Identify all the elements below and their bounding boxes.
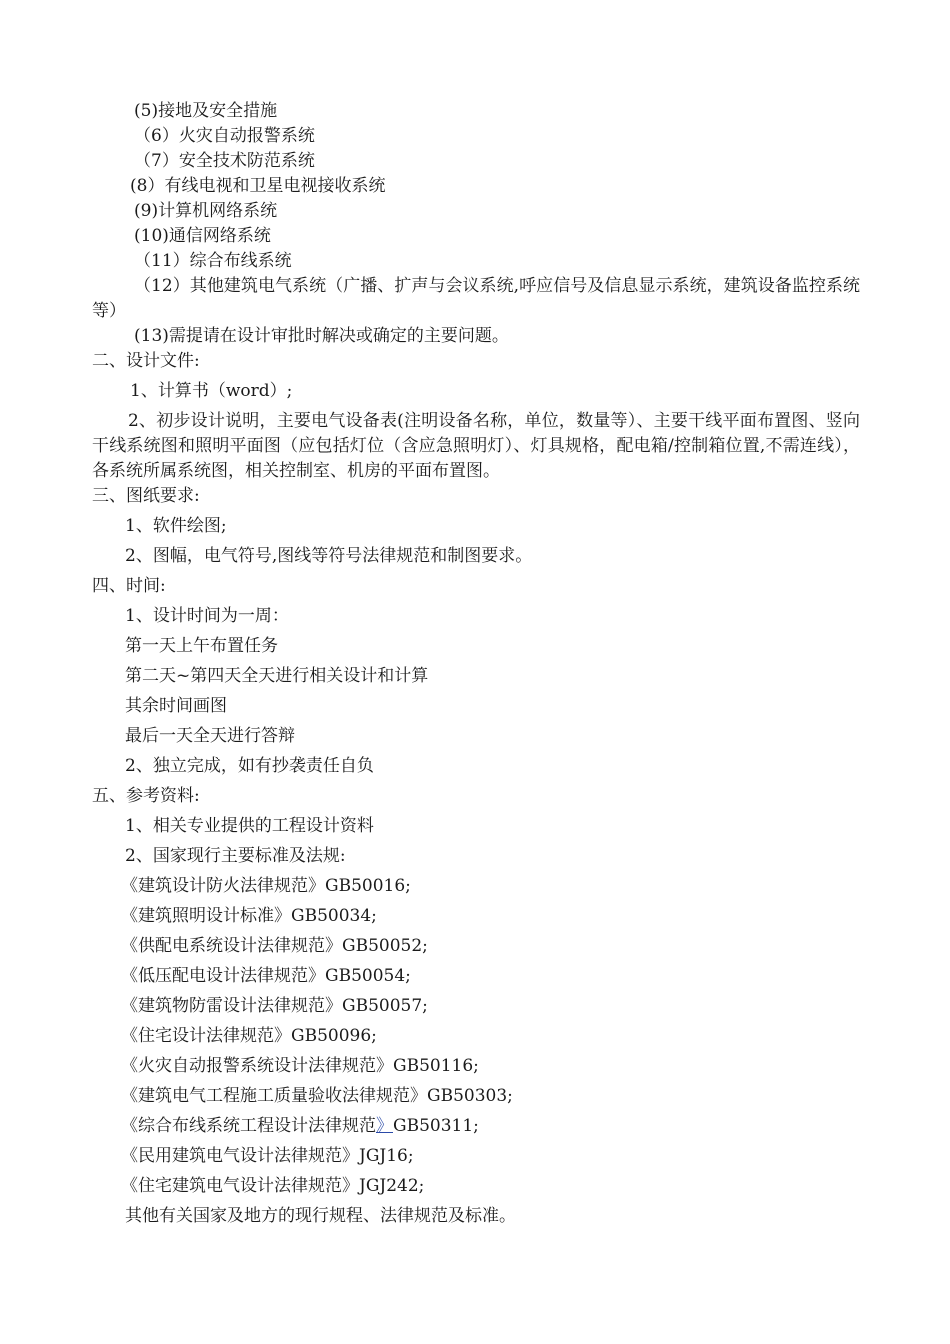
scope-item-13: (13)需提请在设计审批时解决或确定的主要问题。 (134, 326, 509, 346)
scope-item-6: （6）火灾自动报警系统 (134, 126, 315, 146)
standard-item: 《民用建筑电气设计法律规范》JGJ16; (121, 1146, 414, 1166)
schedule-last-day: 最后一天全天进行答辩 (125, 726, 295, 746)
schedule-day-1: 第一天上午布置任务 (125, 636, 278, 656)
standard-title: 《综合布线系统工程设计法律规范 (121, 1116, 376, 1136)
section-5-item-2: 2、国家现行主要标准及法规: (125, 846, 346, 866)
standard-code: GB50311; (393, 1116, 479, 1136)
section-3-item-2: 2、图幅，电气符号,图线等符号法律规范和制图要求。 (125, 546, 533, 566)
schedule-day-2-4: 第二天~第四天全天进行相关设计和计算 (125, 666, 429, 686)
scope-item-5: (5)接地及安全措施 (134, 101, 278, 121)
standard-item: 《火灾自动报警系统设计法律规范》GB50116; (121, 1056, 479, 1076)
section-5-heading: 五、参考资料: (92, 786, 200, 806)
section-3-heading: 三、图纸要求: (92, 486, 200, 506)
closing-line: 其他有关国家及地方的现行规程、法律规范及标准。 (125, 1206, 516, 1226)
standard-item: 《供配电系统设计法律规范》GB50052; (121, 936, 428, 956)
section-4-item-2: 2、独立完成，如有抄袭责任自负 (125, 756, 374, 776)
scope-item-9: (9)计算机网络系统 (134, 201, 278, 221)
section-2-item-1: 1、计算书（word）; (130, 381, 293, 401)
standard-item: 《低压配电设计法律规范》GB50054; (121, 966, 411, 986)
section-3-item-1: 1、软件绘图; (125, 516, 227, 536)
scope-item-8: (8）有线电视和卫星电视接收系统 (130, 176, 386, 196)
standard-item: 《建筑设计防火法律规范》GB50016; (121, 876, 411, 896)
scope-item-10: (10)通信网络系统 (134, 226, 271, 246)
scope-item-11: （11）综合布线系统 (134, 251, 292, 271)
standard-item: 《住宅设计法律规范》GB50096; (121, 1026, 377, 1046)
scope-item-12: （12）其他建筑电气系统（广播、扩声与会议系统,呼应信号及信息显示系统，建筑设备监控系统等） (92, 276, 860, 321)
standard-item: 《建筑照明设计标准》GB50034; (121, 906, 377, 926)
standard-item: 《建筑电气工程施工质量验收法律规范》GB50303; (121, 1086, 513, 1106)
section-2-heading: 二、设计文件: (92, 351, 200, 371)
scope-item-7: （7）安全技术防范系统 (134, 151, 315, 171)
standard-item-linked (121, 1114, 479, 1139)
section-4-item-1: 1、设计时间为一周： (125, 606, 289, 626)
section-2-item-2: 2、初步设计说明，主要电气设备表(注明设备名称，单位，数量等）、主要干线平面布置图、竖向干线系统图和照明平面图（应包括灯位（含应急照明灯）、灯具规格，配电箱/控制箱位置,不需连线），各系统所属系统图，相关控制室、机房的平面布置图。 (92, 411, 860, 481)
schedule-rest: 其余时间画图 (125, 696, 227, 716)
standard-item: 《建筑物防雷设计法律规范》GB50057; (121, 996, 428, 1016)
section-4-heading: 四、时间: (92, 576, 166, 596)
hyperlink-fragment[interactable]: 》 (376, 1116, 393, 1136)
section-5-item-1: 1、相关专业提供的工程设计资料 (125, 816, 374, 836)
standard-item: 《住宅建筑电气设计法律规范》JGJ242; (121, 1176, 425, 1196)
